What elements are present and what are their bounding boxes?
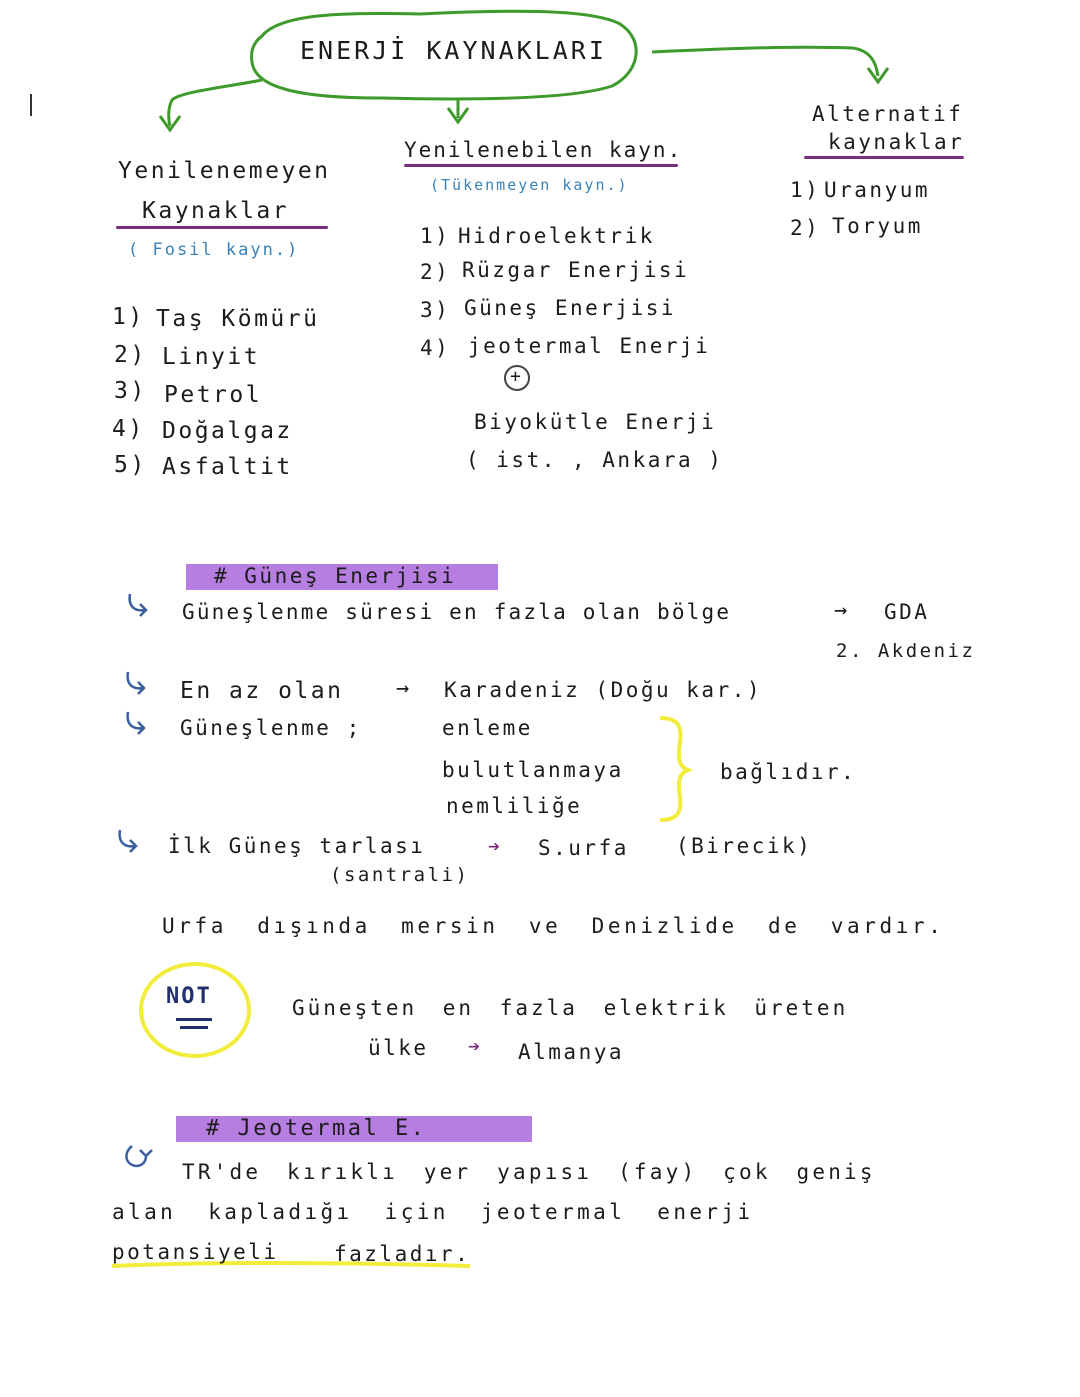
note-badge-underline	[176, 1018, 212, 1021]
alternative-heading-line1: Alternatif	[812, 102, 964, 126]
arrow-right-icon: ➔	[488, 834, 503, 858]
renewable-extra: Biyokütle Enerji	[474, 410, 717, 434]
renewable-heading-underline	[404, 164, 678, 167]
solar-factor: enleme	[442, 716, 533, 740]
solar-factor: nemliliğe	[446, 794, 583, 818]
list-item-number: 2)	[420, 260, 451, 284]
arrow-right-icon: →	[396, 676, 412, 701]
list-item: Toryum	[832, 214, 923, 238]
hook-arrow-icon	[126, 1146, 152, 1166]
geothermal-heading: # Jeotermal E.	[206, 1116, 427, 1141]
nonrenewable-heading-line2: Kaynaklar	[142, 198, 290, 224]
list-item-number: 2)	[114, 342, 147, 368]
list-item: Güneş Enerjisi	[464, 296, 677, 320]
renewable-subtitle: (Tükenmeyen kayn.)	[430, 176, 629, 194]
list-item: Linyit	[162, 344, 261, 370]
solar-line4-text: İlk Güneş tarlası	[168, 834, 426, 858]
solar-line4-value2: (Birecik)	[676, 834, 813, 858]
nonrenewable-subtitle: ( Fosil kayn.)	[128, 240, 300, 260]
solar-line3-suffix: bağlıdır.	[720, 760, 857, 784]
list-item-number: 1)	[112, 304, 145, 330]
note-value: Almanya	[518, 1040, 625, 1064]
page-title: ENERJİ KAYNAKLARI	[300, 36, 607, 65]
note-line1: Güneşten en fazla elektrik üreten	[292, 996, 849, 1020]
solar-line1-value2: 2. Akdeniz	[836, 640, 976, 662]
solar-factor: bulutlanmaya	[442, 758, 624, 782]
nonrenewable-heading-underline	[116, 226, 328, 229]
list-item-number: 1)	[790, 178, 821, 202]
list-item-number: 2)	[790, 216, 821, 240]
note-line2: ülke	[368, 1036, 429, 1060]
solar-line2-text: En az olan	[180, 678, 344, 704]
list-item-number: 4)	[112, 416, 145, 442]
renewable-extra-note: ( ist. , Ankara )	[466, 448, 724, 472]
hook-arrow-icon	[130, 594, 146, 616]
plus-sign: +	[510, 366, 521, 387]
list-item: Petrol	[164, 382, 263, 408]
list-item-number: 5)	[114, 452, 147, 478]
arrow-right-icon: →	[834, 598, 850, 623]
list-item: Taş Kömürü	[156, 306, 320, 332]
alternative-heading-underline	[804, 156, 964, 159]
note-badge-underline	[180, 1026, 208, 1029]
list-item-number: 1)	[420, 224, 451, 248]
note-badge: NOT	[166, 984, 212, 1009]
hook-arrow-icon	[128, 672, 144, 694]
hook-arrow-icon	[120, 830, 136, 852]
geothermal-line3-rest: fazladır.	[334, 1242, 471, 1266]
solar-line5: Urfa dışında mersin ve Denizlide de vardır.	[162, 914, 945, 938]
solar-line4-sub: (santrali)	[330, 864, 470, 886]
arrow-to-nonrenewable	[169, 80, 262, 126]
list-item: Doğalgaz	[162, 418, 293, 444]
list-item: jeotermal Enerji	[468, 334, 711, 358]
list-item-number: 3)	[420, 298, 451, 322]
solar-line4-value: S.urfa	[538, 836, 629, 860]
curly-brace	[660, 718, 688, 820]
list-item-number: 3)	[114, 378, 147, 404]
list-item: Uranyum	[824, 178, 931, 202]
list-item: Rüzgar Enerjisi	[462, 258, 690, 282]
note-circle	[141, 964, 249, 1056]
alternative-heading-line2: kaynaklar	[828, 130, 965, 154]
geothermal-line2: alan kapladığı için jeotermal enerji	[112, 1200, 754, 1224]
arrow-right-icon: ➔	[468, 1034, 483, 1058]
geothermal-line1: TR'de kırıklı yer yapısı (fay) çok geniş	[182, 1160, 876, 1184]
geothermal-line3-underlined: potansiyeli	[112, 1240, 279, 1264]
list-item: Hidroelektrik	[458, 224, 655, 248]
nonrenewable-heading-line1: Yenilenemeyen	[118, 158, 331, 184]
arrow-to-alternative	[652, 47, 878, 76]
list-item-number: 4)	[420, 336, 451, 360]
solar-line2-value: Karadeniz (Doğu kar.)	[444, 678, 763, 702]
margin-mark	[30, 94, 32, 116]
solar-line3-text: Güneşlenme ;	[180, 716, 362, 740]
solar-line1-value: GDA	[884, 600, 930, 624]
list-item: Asfaltit	[162, 454, 293, 480]
renewable-heading: Yenilenebilen kayn.	[404, 138, 683, 162]
solar-line1-text: Güneşlenme süresi en fazla olan bölge	[182, 600, 732, 624]
hook-arrow-icon	[128, 712, 144, 734]
solar-heading: # Güneş Enerjisi	[214, 564, 457, 588]
